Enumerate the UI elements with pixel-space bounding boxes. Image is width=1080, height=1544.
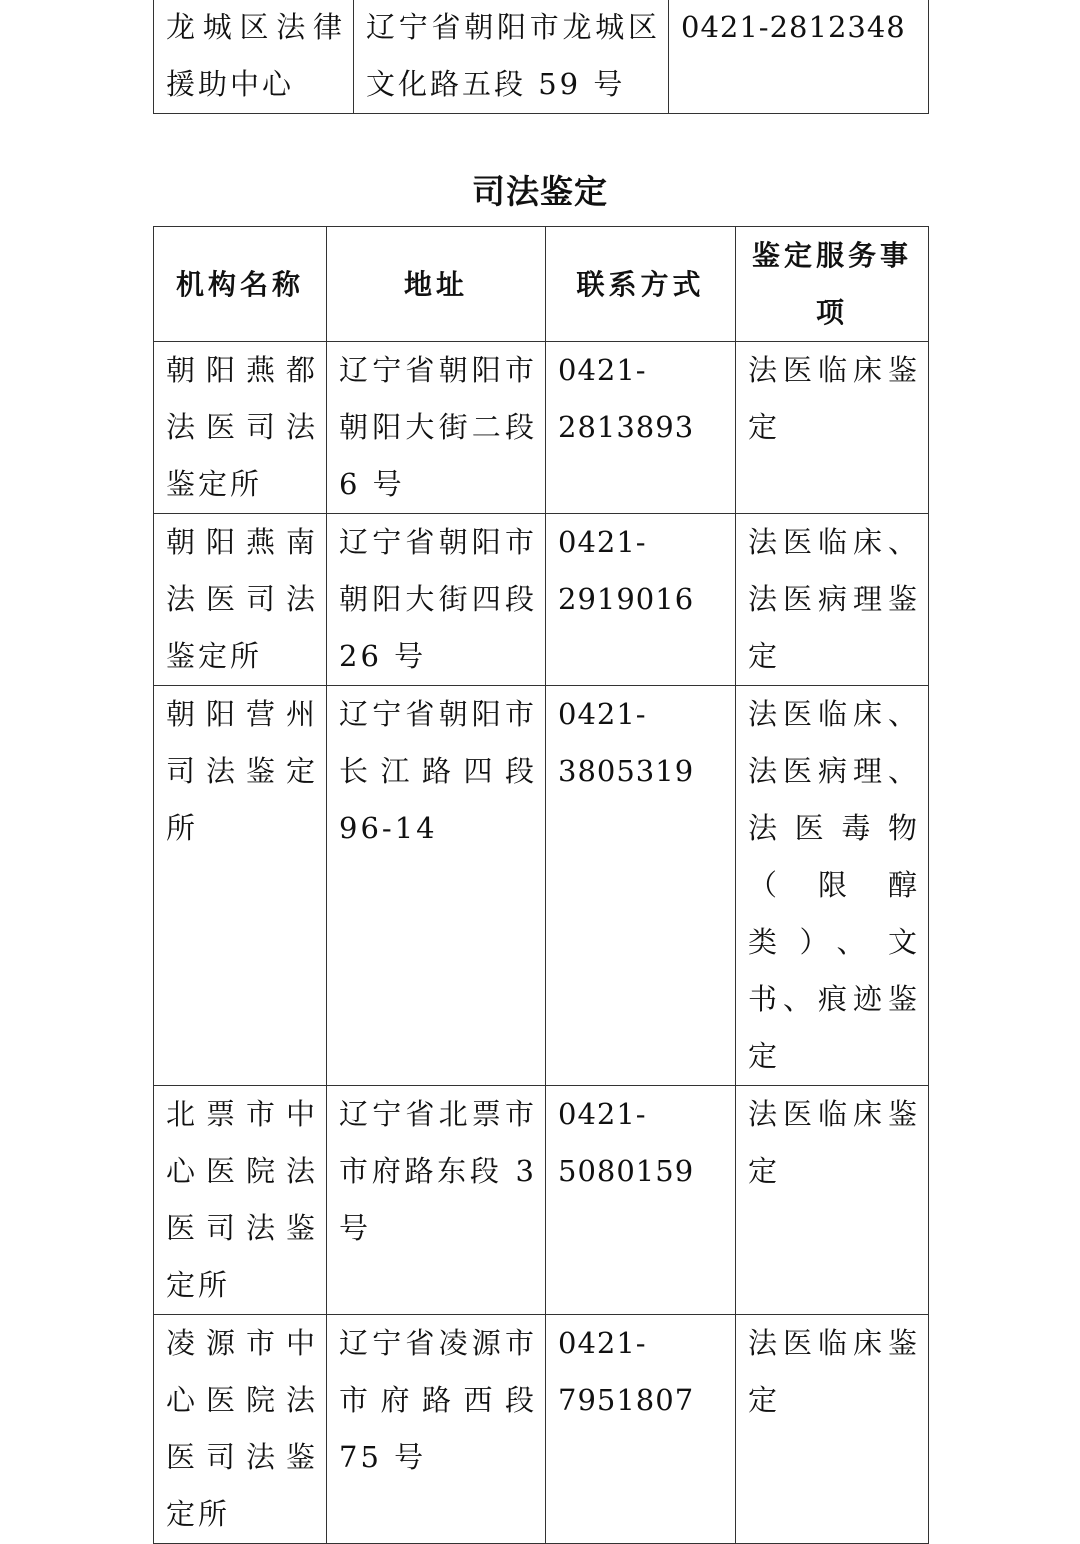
header-name: 机构名称 <box>154 227 327 342</box>
header-address: 地址 <box>327 227 546 342</box>
address-cell: 辽宁省北票市市府路东段 3 号 <box>327 1086 546 1315</box>
phone-cell: 0421-2919016 <box>546 514 736 686</box>
address-cell: 辽宁省朝阳市长江路四段 96-14 <box>327 686 546 1086</box>
org-name-cell: 凌源市中心医院法医司法鉴定所 <box>154 1315 327 1544</box>
org-name-cell: 北票市中心医院法医司法鉴定所 <box>154 1086 327 1315</box>
service-cell: 法医临床鉴定 <box>736 342 929 514</box>
org-name-cell: 朝阳营州司法鉴定所 <box>154 686 327 1086</box>
table-row <box>154 342 929 514</box>
table-row <box>154 686 929 1086</box>
service-cell: 法医临床、法医病理鉴定 <box>736 514 929 686</box>
header-service: 鉴定服务事项 <box>736 227 929 342</box>
org-name-cell: 朝阳燕都法医司法鉴定所 <box>154 342 327 514</box>
table-row <box>154 0 929 114</box>
address-cell: 辽宁省朝阳市朝阳大街二段 6 号 <box>327 342 546 514</box>
top-table <box>153 0 929 114</box>
phone-cell: 0421-2813893 <box>546 342 736 514</box>
address-cell: 辽宁省凌源市市府路西段 75 号 <box>327 1315 546 1544</box>
address-cell: 辽宁省朝阳市朝阳大街四段 26 号 <box>327 514 546 686</box>
table-row <box>154 514 929 686</box>
table-header-row <box>154 227 929 342</box>
table-row <box>154 1315 929 1544</box>
phone-cell: 0421-5080159 <box>546 1086 736 1315</box>
phone-cell: 0421-2812348 <box>669 0 929 114</box>
address-cell: 辽宁省朝阳市龙城区文化路五段 59 号 <box>354 0 669 114</box>
header-contact: 联系方式 <box>546 227 736 342</box>
org-name-cell: 朝阳燕南法医司法鉴定所 <box>154 514 327 686</box>
service-cell: 法医临床鉴定 <box>736 1086 929 1315</box>
section-title: 司法鉴定 <box>472 172 608 211</box>
forensic-table <box>153 226 929 1544</box>
phone-cell: 0421-3805319 <box>546 686 736 1086</box>
org-name-cell: 龙城区法律援助中心 <box>154 0 354 114</box>
service-cell: 法医临床、法医病理、法医毒物（限醇类）、文书、痕迹鉴定 <box>736 686 929 1086</box>
phone-cell: 0421-7951807 <box>546 1315 736 1544</box>
service-cell: 法医临床鉴定 <box>736 1315 929 1544</box>
table-row <box>154 1086 929 1315</box>
